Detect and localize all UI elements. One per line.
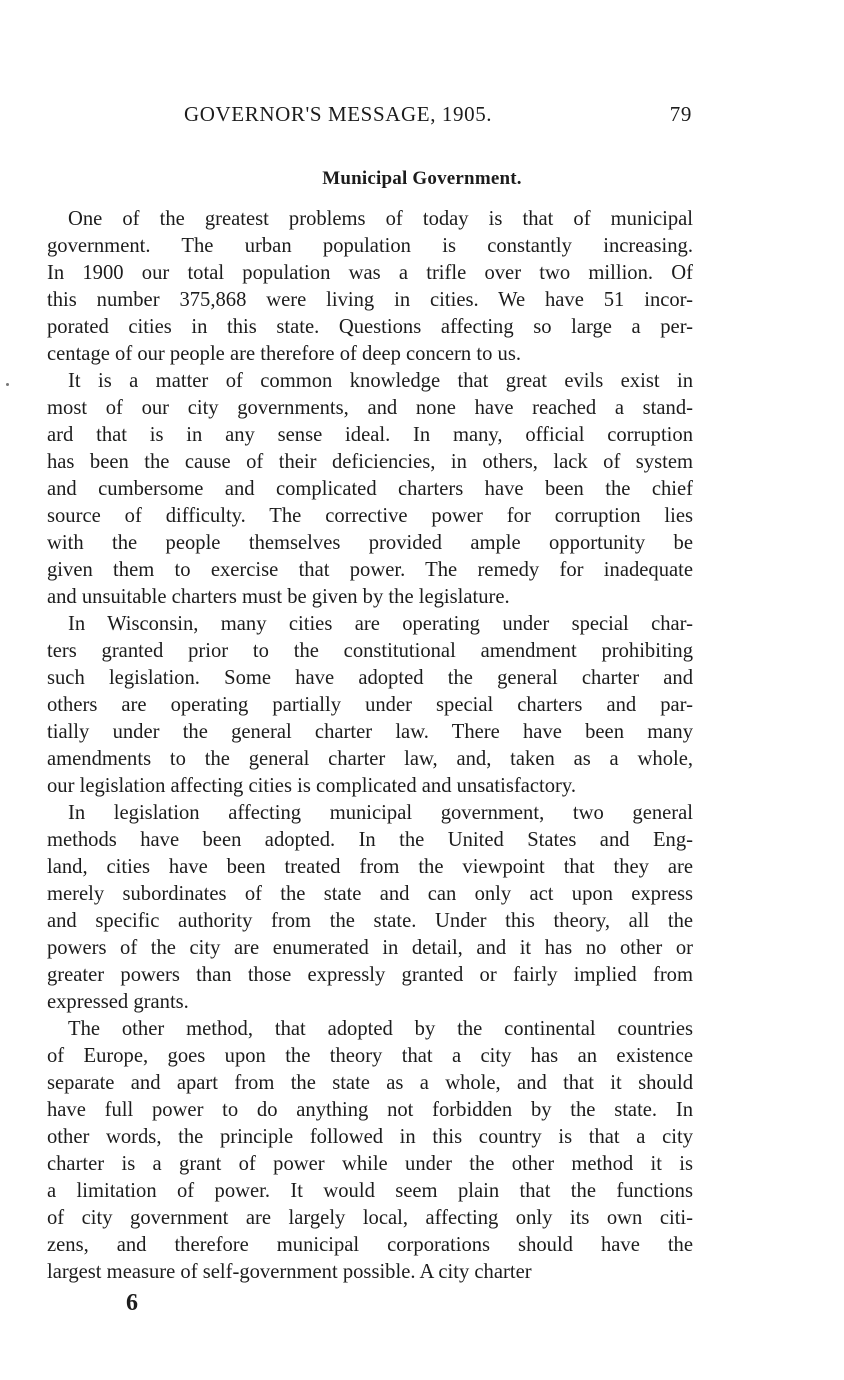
text-line: zens, and therefore municipal corporations should have the <box>47 1234 693 1256</box>
paragraph <box>47 368 693 611</box>
running-title: GOVERNOR'S MESSAGE, 1905. <box>184 102 493 126</box>
text-line: In Wisconsin, many cities are operating under special char- <box>68 613 693 635</box>
text-line: and specific authority from the state. Under this theory, all the <box>47 910 693 932</box>
margin-speck <box>6 383 9 386</box>
text-line: tially under the general charter law. There have been many <box>47 721 693 743</box>
text-line: a limitation of power. It would seem plain that the functions <box>47 1180 693 1202</box>
text-line: this number 375,868 were living in cities. We have 51 incor- <box>47 289 693 311</box>
text-line: with the people themselves provided ample opportunity be <box>47 532 693 554</box>
text-line: of city government are largely local, affecting only its own citi- <box>47 1207 693 1229</box>
body-text <box>47 206 693 1286</box>
page-number: 79 <box>669 102 692 126</box>
text-line: methods have been adopted. In the United States and Eng- <box>47 829 693 851</box>
text-line: One of the greatest problems of today is that of municipal <box>68 208 693 230</box>
paragraph <box>47 611 693 800</box>
printer-signature-mark: 6 <box>126 1290 138 1316</box>
text-line: It is a matter of common knowledge that great evils exist in <box>68 370 693 392</box>
text-line: most of our city governments, and none have reached a stand- <box>47 397 693 419</box>
text-line: powers of the city are enumerated in detail, and it has no other or <box>47 937 693 959</box>
text-line: others are operating partially under special charters and par- <box>47 694 693 716</box>
text-line: charter is a grant of power while under the other method it is <box>47 1153 693 1175</box>
text-line: has been the cause of their deficiencies, in others, lack of system <box>47 451 693 473</box>
text-line: source of difficulty. The corrective power for corruption lies <box>47 505 693 527</box>
text-line: and cumbersome and complicated charters have been the chief <box>47 478 693 500</box>
text-line: The other method, that adopted by the continental countries <box>68 1018 693 1040</box>
text-line: our legislation affecting cities is complicated and unsatisfactory. <box>47 775 576 797</box>
text-line: and unsuitable charters must be given by the legislature. <box>47 586 510 608</box>
text-line: greater powers than those expressly granted or fairly implied from <box>47 964 693 986</box>
section-title: Municipal Government. <box>322 168 522 189</box>
text-line: ard that is in any sense ideal. In many, official corruption <box>47 424 693 446</box>
text-line: amendments to the general charter law, and, taken as a whole, <box>47 748 693 770</box>
text-line: have full power to do anything not forbidden by the state. In <box>47 1099 693 1121</box>
paragraph <box>47 1016 693 1286</box>
text-line: expressed grants. <box>47 991 189 1013</box>
text-line: given them to exercise that power. The remedy for inadequate <box>47 559 693 581</box>
text-line: porated cities in this state. Questions affecting so large a per- <box>47 316 693 338</box>
text-line: separate and apart from the state as a whole, and that it should <box>47 1072 693 1094</box>
text-line: largest measure of self-government possible. A city charter <box>47 1261 532 1283</box>
running-head <box>184 102 694 134</box>
paragraph <box>47 206 693 368</box>
text-line: centage of our people are therefore of deep concern to us. <box>47 343 521 365</box>
text-line: other words, the principle followed in this country is that a city <box>47 1126 693 1148</box>
text-line: ters granted prior to the constitutional amendment prohibiting <box>47 640 693 662</box>
text-line: In 1900 our total population was a trifle over two million. Of <box>47 262 693 284</box>
text-line: government. The urban population is constantly increasing. <box>47 235 693 257</box>
text-line: In legislation affecting municipal government, two general <box>68 802 693 824</box>
text-line: such legislation. Some have adopted the general charter and <box>47 667 693 689</box>
text-line: of Europe, goes upon the theory that a city has an existence <box>47 1045 693 1067</box>
text-line: land, cities have been treated from the viewpoint that they are <box>47 856 693 878</box>
text-line: merely subordinates of the state and can only act upon express <box>47 883 693 905</box>
paragraph <box>47 800 693 1016</box>
